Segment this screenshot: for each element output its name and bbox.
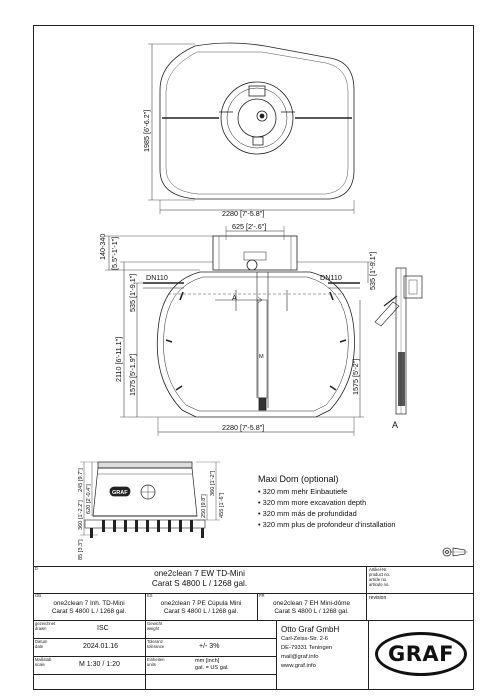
- detail-a-marker: A: [392, 420, 399, 430]
- units-cell: Einheiten units mm [inch] gal. = US gal.: [147, 657, 229, 671]
- d-title: [33, 566, 366, 589]
- company-web: www.graf.info: [281, 663, 316, 669]
- drawn-value: ISC: [97, 625, 109, 632]
- units-value-2: gal. = US gal.: [195, 665, 229, 671]
- top-view: [148, 43, 354, 214]
- company-email: mail@graf.info: [281, 654, 319, 660]
- company-city: DE-79331 Teningen: [281, 645, 333, 651]
- dome-dim-d: 250 [9.8"]: [201, 494, 207, 518]
- maxi-dom-item: • 320 mm mehr Einbautiefe: [258, 486, 396, 497]
- dome-detail-logo: GRAF: [112, 490, 128, 496]
- d-title-line2: Carat S 4800 L / 1268 gal.: [151, 579, 248, 588]
- fr-cell: FR one2clean 7 EH Mini-dôme Carat S 4800 L / 1268 gal.: [257, 593, 366, 620]
- weight-cell: Gewicht weight: [147, 621, 163, 631]
- detail-a-view: [375, 268, 422, 414]
- dome-bottom-bracket: [253, 137, 263, 145]
- tolerance-cell: Toleranz tolerance +/- 3%: [147, 639, 220, 650]
- scale-value: M 1:30 / 1:20: [79, 661, 120, 668]
- maxi-dom-list: [258, 486, 396, 530]
- es-line1: one2clean 7 PE Cúpula Mini: [160, 600, 242, 607]
- es-line2: Carat S 4800 L / 1268 gal.: [163, 608, 239, 615]
- total-height-dim: 2110 [6'-11.1"]: [114, 336, 123, 382]
- dome-width-dim: 625 [2'-.6"]: [232, 222, 267, 231]
- dome-top-bracket: [249, 86, 265, 96]
- d-title-line1: one2clean 7 EW TD-Mini: [154, 569, 245, 578]
- dome-height-dim-b: [5.5"-1'-1"]: [110, 236, 119, 270]
- article-labels: Artikel-Nr. product no. article no. articulo no.: [369, 567, 390, 587]
- dome-dim-b: 620 [2'-0.4"]: [86, 484, 92, 514]
- date-value: 2024.01.16: [83, 643, 119, 650]
- drawn-cell: gezeichnet drawn ISC: [35, 621, 109, 632]
- side-view: [105, 226, 372, 436]
- company-name: Otto Graf GmbH: [281, 625, 340, 634]
- tolerance-value: +/- 3%: [199, 643, 220, 650]
- d-label: D: [35, 566, 39, 571]
- section-marker: A: [232, 293, 237, 302]
- dome-dim-top: 245 [9.7"]: [78, 468, 84, 492]
- fr-line1: one2clean 7 EH Mini-dôme: [272, 600, 351, 607]
- side-view-valve: [247, 260, 257, 270]
- dome-small-circle: [260, 114, 264, 118]
- date-cell: Datum date 2024.01.16: [35, 639, 119, 650]
- top-view-length-dim: 1985 [6'-6.2"]: [142, 109, 151, 152]
- scale-cell: Maßstab scale M 1:30 / 1:20: [35, 657, 120, 668]
- inlet-label: DN110: [146, 273, 168, 282]
- dome-height-dim-a: 140-340: [98, 233, 107, 260]
- side-view-filter: [258, 300, 267, 398]
- side-view-tank-outline: [157, 272, 354, 417]
- side-view-dome: [213, 236, 297, 270]
- maxi-dom-title: Maxi Dom (optional): [258, 474, 339, 484]
- maxi-dom-item: • 320 mm plus de profondeur d'installation: [258, 519, 396, 530]
- dome-detail-ribs: [90, 520, 204, 538]
- dome-dim-e: 455 [1'-6"]: [219, 492, 225, 518]
- gb-cell: GB one2clean 7 Inh. TD-Mini Carat S 4800 L / 1268 gal.: [33, 593, 145, 620]
- graf-logo: GRAF: [375, 632, 467, 676]
- dome-dim-a: 360 [1'-2.2"]: [78, 500, 84, 530]
- outlet-height-dim: 535 [1'-9.1"]: [368, 251, 377, 290]
- es-cell: ES one2clean 7 PE Cúpula Mini Carat S 4800 L / 1268 gal.: [145, 593, 257, 620]
- inlet-height-dim: 535 [1'-9.1"]: [128, 273, 137, 312]
- company-info: [281, 624, 367, 671]
- projection-symbol-icon: [443, 548, 468, 556]
- outlet-to-top-dim: 1575 [5'-2"]: [351, 358, 360, 395]
- outlet-label: DN110: [320, 273, 342, 282]
- dome-dim-c: 360 [1'-2"]: [210, 470, 216, 496]
- title-block: [33, 566, 474, 690]
- units-value-1: mm [inch]: [195, 658, 220, 664]
- tank-height-dim: 1575 [5'-1.9"]: [128, 353, 137, 396]
- company-street: Carl-Zeiss-Str. 2-6: [281, 636, 329, 642]
- inner-marker: M: [259, 354, 264, 360]
- top-view-width-dim: 2280 [7'-5.8"]: [222, 209, 265, 218]
- gb-line1: one2clean 7 Inh. TD-Mini: [53, 600, 125, 607]
- maxi-dom-item: • 320 mm more excavation depth: [258, 497, 396, 508]
- gb-line2: Carat S 4800 L / 1268 gal.: [51, 608, 127, 615]
- revision-cell: revision: [369, 595, 387, 601]
- bottom-width-dim: 2280 [7'-5.8"]: [222, 423, 265, 432]
- top-view-outline: [160, 43, 354, 199]
- top-view-inner-outline: [166, 52, 348, 194]
- dome-dim-bottom: 85 [3.3"]: [78, 539, 84, 560]
- fr-line2: Carat S 4800 L / 1268 gal.: [274, 608, 349, 615]
- maxi-dom-item: • 320 mm más de profundidad: [258, 508, 396, 519]
- side-view-tank-inner: [163, 277, 348, 411]
- dome-detail-view: [80, 462, 220, 535]
